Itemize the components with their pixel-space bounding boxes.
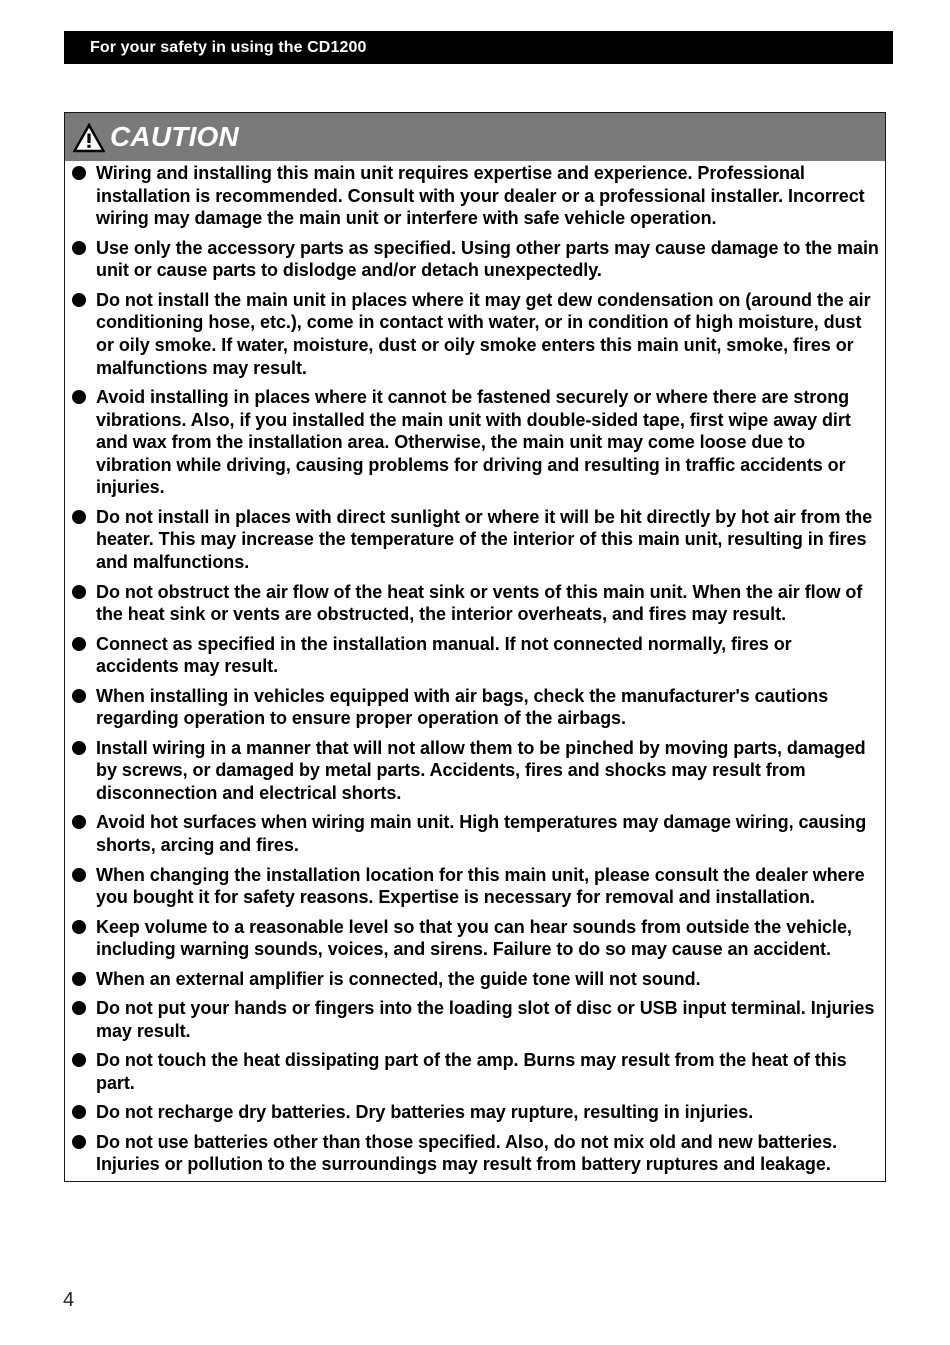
bullet-dot-icon <box>72 972 86 986</box>
caution-item-text: Do not install in places with direct sunlight or where it will be hit directly by hot air from the heater. This may increase the temperature of the interior of this main unit, resulting in fires and malfunctions. <box>96 506 873 573</box>
caution-item <box>65 633 879 678</box>
bullet-dot-icon <box>72 1105 86 1119</box>
caution-item <box>65 237 879 282</box>
bullet-dot-icon <box>72 920 86 934</box>
bullet-dot-icon <box>72 510 86 524</box>
bullet-dot-icon <box>72 689 86 703</box>
caution-title: CAUTION <box>110 121 239 152</box>
bullet-dot-icon <box>72 1053 86 1067</box>
caution-item-text: Do not put your hands or fingers into the loading slot of disc or USB input terminal. Injuries may result. <box>96 998 875 1041</box>
bullet-dot-icon <box>72 166 86 180</box>
caution-item <box>65 916 879 961</box>
caution-item-text: Connect as specified in the installation manual. If not connected normally, fires or accidents may result. <box>96 633 792 677</box>
caution-item-text: When an external amplifier is connected, the guide tone will not sound. <box>96 968 701 989</box>
caution-box <box>64 112 886 1182</box>
caution-item-text: Do not install the main unit in places where it may get dew condensation on (around the air conditioning hose, etc.), come in contact with water, or in condition of high moisture, dust or oily smoke. If water, moisture, dust or oily smoke enters this main unit, smoke, fires or malfunctions may result. <box>96 289 871 378</box>
caution-item-text: Do not obstruct the air flow of the heat sink or vents of this main unit. When the air flow of the heat sink or vents are obstructed, the interior overheats, and fires may result. <box>96 581 863 625</box>
bullet-dot-icon <box>72 1135 86 1149</box>
caution-item <box>65 997 879 1042</box>
section-header-bar <box>64 31 893 64</box>
bullet-dot-icon <box>72 815 86 829</box>
bullet-dot-icon <box>72 293 86 307</box>
section-header-title: For your safety in using the CD1200 <box>90 38 367 56</box>
bullet-dot-icon <box>72 585 86 599</box>
bullet-dot-icon <box>72 241 86 255</box>
caution-item <box>65 1101 879 1124</box>
bullet-dot-icon <box>72 741 86 755</box>
caution-item <box>65 1131 879 1176</box>
bullet-dot-icon <box>72 1001 86 1015</box>
caution-item <box>65 685 879 730</box>
page-number: 4 <box>63 1289 75 1311</box>
caution-item <box>65 864 879 909</box>
bullet-dot-icon <box>72 390 86 404</box>
caution-item-text: Wiring and installing this main unit requires expertise and experience. Professional installation is recommended. Consult with your dealer or a professional installer. Incorrect wiring may damage the main unit or interfere with safe vehicle operation. <box>96 163 865 229</box>
caution-header <box>65 113 885 161</box>
caution-list <box>65 161 885 1176</box>
caution-item <box>65 581 879 626</box>
caution-item-text: Avoid hot surfaces when wiring main unit. High temperatures may damage wiring, causing shorts, arcing and fires. <box>96 812 867 856</box>
warning-triangle-icon <box>73 123 105 153</box>
caution-item-text: Install wiring in a manner that will not allow them to be pinched by moving parts, damaged by screws, or damaged by metal parts. Accidents, fires and shocks may result from disconnection and electrical shorts. <box>96 737 866 803</box>
caution-item <box>65 506 879 574</box>
caution-item-text: Do not touch the heat dissipating part of the amp. Burns may result from the heat of this part. <box>96 1050 847 1093</box>
caution-item-text: Do not use batteries other than those specified. Also, do not mix old and new batteries. Injuries or pollution to the surroundings may result from battery ruptures and leakage. <box>96 1131 838 1175</box>
caution-item <box>65 737 879 805</box>
caution-item <box>65 1049 879 1094</box>
caution-item-text: Use only the accessory parts as specified. Using other parts may cause damage to the main unit or cause parts to dislodge and/or detach unexpectedly. <box>96 237 879 281</box>
bullet-dot-icon <box>72 637 86 651</box>
caution-item <box>65 162 879 230</box>
caution-item-text: When installing in vehicles equipped with air bags, check the manufacturer's cautions regarding operation to ensure proper operation of the airbags. <box>96 685 829 729</box>
caution-item <box>65 289 879 379</box>
caution-item <box>65 968 879 991</box>
caution-item <box>65 386 879 499</box>
caution-item <box>65 811 879 856</box>
caution-item-text: Do not recharge dry batteries. Dry batteries may rupture, resulting in injuries. <box>96 1102 754 1123</box>
caution-item-text: Avoid installing in places where it cannot be fastened securely or where there are strong vibrations. Also, if you installed the main unit with double-sided tape, first wipe away dirt and wax from the installation area. Otherwise, the main unit may come loose due to vibration while driving, causing problems for driving and resulting in traffic accidents or injuries. <box>96 387 851 498</box>
bullet-dot-icon <box>72 868 86 882</box>
caution-item-text: When changing the installation location for this main unit, please consult the dealer where you bought it for safety reasons. Expertise is necessary for removal and installation. <box>96 864 865 908</box>
caution-item-text: Keep volume to a reasonable level so that you can hear sounds from outside the vehicle, including warning sounds, voices, and sirens. Failure to do so may cause an accident. <box>96 916 852 960</box>
